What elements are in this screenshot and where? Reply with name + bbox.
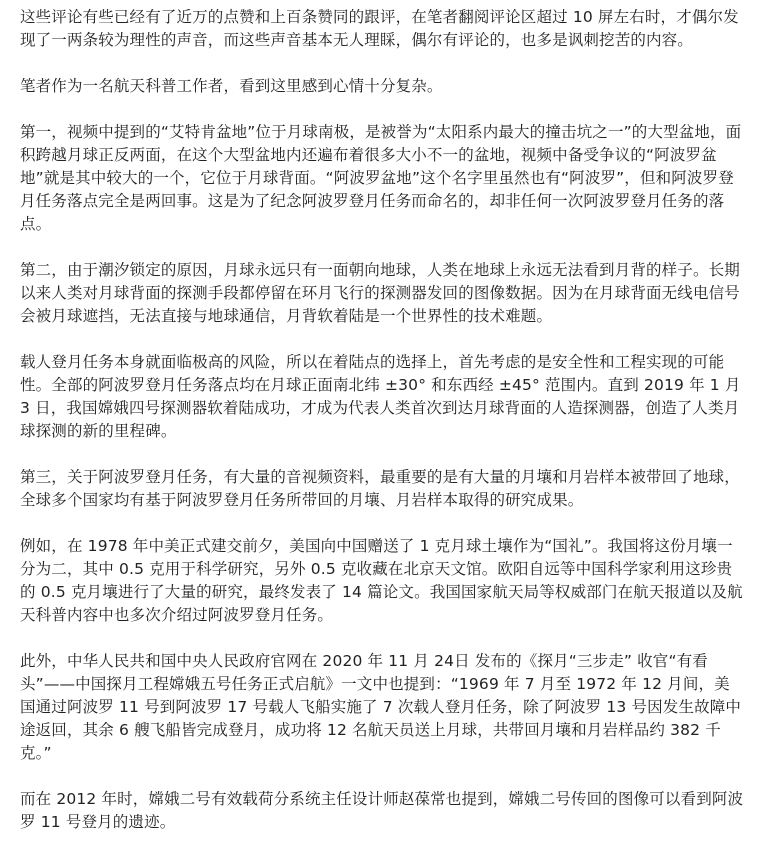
paragraph-change2-images: 而在 2012 年时，嫦娥二号有效载荷分系统主任设计师赵葆常也提到，嫦娥二号传回的图像可以看到阿波罗 11 号登月的遗迹。 bbox=[20, 790, 744, 831]
paragraph-author-feeling: 笔者作为一名航天科普工作者，看到这里感到心情十分复杂。 bbox=[20, 77, 443, 95]
paragraph-government-source: 此外，中华人民共和国中央人民政府官网在 2020 年 11 月 24日 发布的《探月“三步走” 收官“有看头”——中国探月工程嫦娥五号任务正式启航》一文中也提到：“1969 年 7 月至 1972 年 12 月间，美国通过阿波罗 11 号到阿波罗 17 号载人飞船实施了 7 次载人登月任务，除了阿波罗 13 号因发生故障中途返回，其余 6 艘飞船皆完成登月，成功将 12 名航天员送上月球，共带回月壤和月岩样品约 382 千克。” bbox=[20, 652, 742, 762]
paragraph-second-point: 第二，由于潮汐锁定的原因，月球永远只有一面朝向地球，人类在地球上永远无法看到月背的样子。长期以来人类对月球背面的探测手段都停留在环月飞行的探测器发回的图像数据。因为在月球背面无线电信号会被月球遮挡，无法直接与地球通信，月背软着陆是一个世界性的技术难题。 bbox=[20, 261, 740, 325]
paragraph-example-lunar-soil: 例如，在 1978 年中美正式建交前夕，美国向中国赠送了 1 克月球土壤作为“国礼”。我国将这份月壤一分为二，其中 0.5 克用于科学研究，另外 0.5 克收藏在北京天文馆。欧阳自远等中国科学家利用这珍贵的 0.5 克月壤进行了大量的研究，最终发表了 14 篇论文。我国国家航天局等权威部门在航天报道以及航天科普内容中也多次介绍过阿波罗登月任务。 bbox=[20, 537, 743, 624]
paragraph-landing-risk: 载人登月任务本身就面临极高的风险，所以在着陆点的选择上，首先考虑的是安全性和工程实现的可能性。全部的阿波罗登月任务落点均在月球正面南北纬 ±30° 和东西经 ±45° 范围内。直到 2019 年 1 月 3 日，我国嫦娥四号探测器软着陆成功，才成为代表人类首次到达月球背面的人造探测器，创造了人类月球探测的新的里程碑。 bbox=[20, 353, 741, 440]
paragraph-third-point: 第三，关于阿波罗登月任务，有大量的音视频资料，最重要的是有大量的月壤和月岩样本被带回了地球，全球多个国家均有基于阿波罗登月任务所带回的月壤、月岩样本取得的研究成果。 bbox=[20, 468, 740, 509]
paragraph-first-point: 第一，视频中提到的“艾特肯盆地”位于月球南极，是被誉为“太阳系内最大的撞击坑之一”的大型盆地，面积跨越月球正反两面，在这个大型盆地内还遍布着很多大小不一的盆地，视频中备受争议的“阿波罗盆地”就是其中较大的一个，它位于月球背面。“阿波罗盆地”这个名字里虽然也有“阿波罗”，但和阿波罗登月任务落点完全是两回事。这是为了纪念阿波罗登月任务而命名的，却非任何一次阿波罗登月任务的落点。 bbox=[20, 123, 742, 233]
paragraph-comments: 这些评论有些已经有了近万的点赞和上百条赞同的跟评，在笔者翻阅评论区超过 10 屏左右时，才偶尔发现了一两条较为理性的声音，而这些声音基本无人理睬，偶尔有评论的，也多是讽刺挖苦的内容。 bbox=[20, 8, 739, 49]
